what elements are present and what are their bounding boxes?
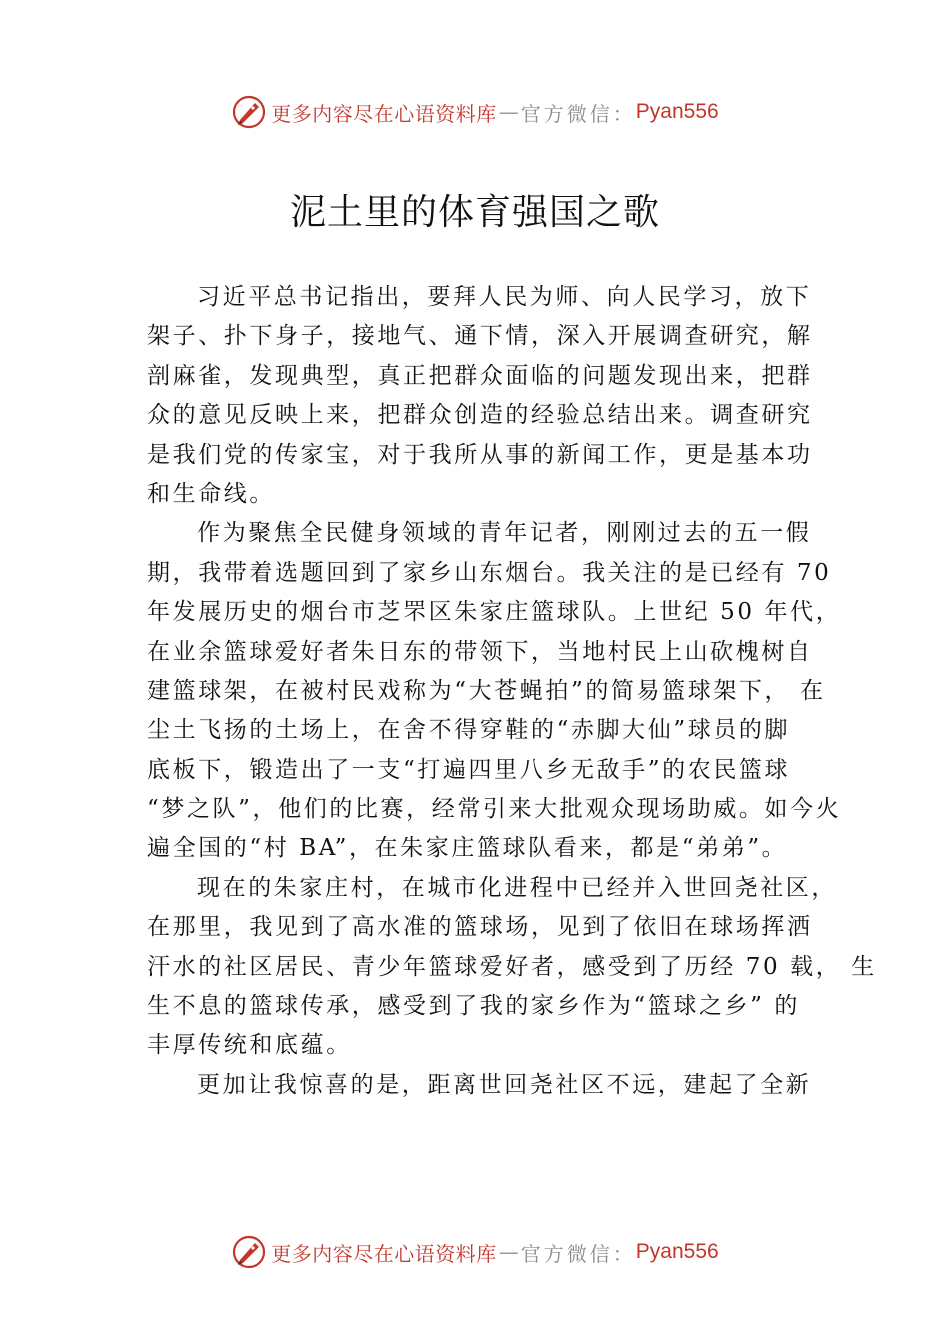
text-line: 众的意见反映上来，把群众创造的经验总结出来。调查研究 bbox=[147, 402, 813, 429]
text-line: 剖麻雀，发现典型，真正把群众面临的问题发现出来，把群 bbox=[147, 362, 813, 389]
text-line: 生不息的篮球传承，感受到了我的家乡作为“篮球之乡” 的 bbox=[147, 993, 801, 1020]
document-title: 泥土里的体育强国之歌 bbox=[289, 192, 660, 233]
pen-nib-logo-icon bbox=[231, 1234, 267, 1270]
wechat-label: 官方微信： bbox=[520, 1241, 636, 1266]
wechat-id: Pyan556 bbox=[635, 100, 719, 123]
banner-separator: — bbox=[498, 1240, 519, 1264]
text-line: 汗水的社区居民、青少年篮球爱好者，感受到了历经 70 载， 生 bbox=[147, 953, 877, 980]
text-line: 在那里，我见到了高水准的篮球场，见到了依旧在球场挥洒 bbox=[147, 914, 813, 941]
text-line: 是我们党的传家宝，对于我所从事的新闻工作，更是基本功 bbox=[147, 441, 813, 468]
text-line: 和生命线。 bbox=[147, 480, 275, 507]
pen-nib-logo-icon bbox=[231, 94, 267, 130]
text-line: 建篮球架，在被村民戏称为“大苍蝇拍”的简易篮球架下， 在 bbox=[147, 677, 826, 704]
text-line: 更加让我惊喜的是，距离世回尧社区不远，建起了全新 bbox=[197, 1071, 812, 1098]
wechat-id: Pyan556 bbox=[635, 1240, 719, 1263]
text-line: 习近平总书记指出，要拜人民为师、向人民学习，放下 bbox=[197, 284, 812, 310]
banner-text: 更多内容尽在心语资料库 bbox=[271, 101, 497, 126]
text-line: 期，我带着选题回到了家乡山东烟台。我关注的是已经有 70 bbox=[147, 559, 832, 586]
article-body bbox=[147, 278, 877, 1105]
text-line: 底板下，锻造出了一支“打遍四里八乡无敌手”的农民篮球 bbox=[147, 756, 791, 783]
wechat-label: 官方微信： bbox=[520, 101, 636, 126]
banner-separator: — bbox=[498, 100, 519, 124]
text-line: 遍全国的“村 BA”，在朱家庄篮球队看来，都是“弟弟”。 bbox=[147, 835, 788, 862]
text-line: 丰厚传统和底蕴。 bbox=[147, 1032, 352, 1059]
text-line: “梦之队”，他们的比赛，经常引来大批观众现场助威。如今火 bbox=[147, 796, 842, 823]
text-line: 架子、扑下身子，接地气、通下情，深入开展调查研究，解 bbox=[147, 323, 813, 350]
text-line: 作为聚焦全民健身领域的青年记者，刚刚过去的五一假 bbox=[197, 520, 812, 547]
text-line: 现在的朱家庄村，在城市化进程中已经并入世回尧社区， bbox=[197, 874, 837, 901]
header-banner bbox=[0, 92, 950, 132]
text-line: 年发展历史的烟台市芝罘区朱家庄篮球队。上世纪 50 年代， bbox=[147, 599, 842, 626]
footer-banner bbox=[0, 1232, 950, 1272]
text-line: 在业余篮球爱好者朱日东的带领下，当地村民上山砍槐树自 bbox=[147, 638, 813, 665]
banner-text: 更多内容尽在心语资料库 bbox=[271, 1241, 497, 1266]
text-line: 尘土飞扬的土场上，在舍不得穿鞋的“赤脚大仙”球员的脚 bbox=[147, 717, 791, 744]
